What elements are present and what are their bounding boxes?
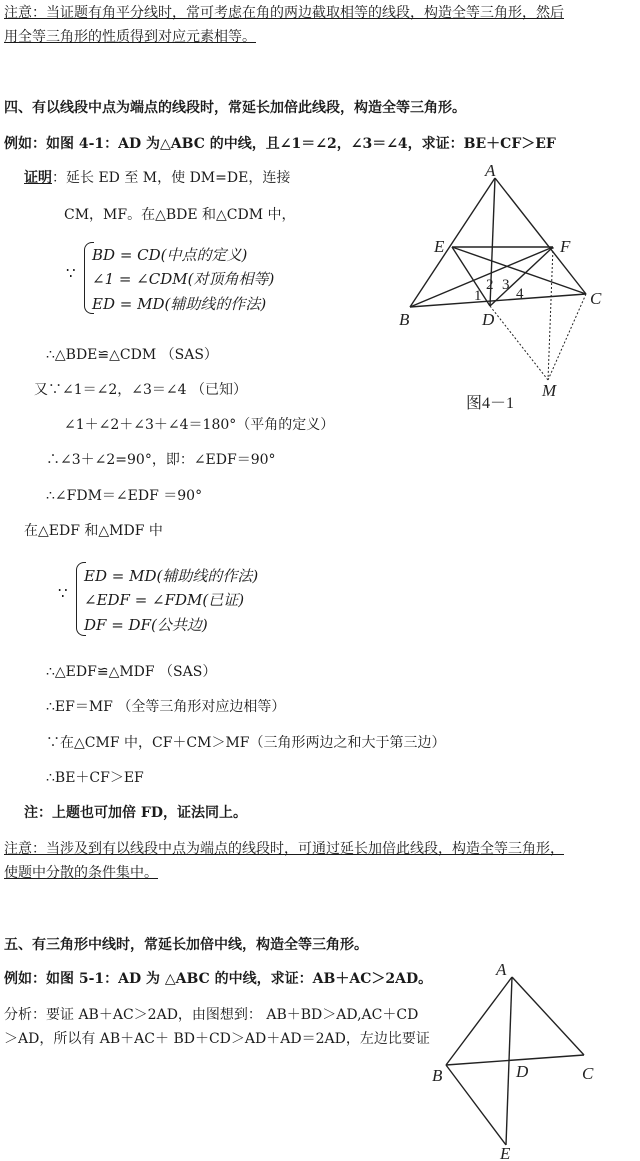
section5-analysis-line1: 分析：要证 AB＋AC＞2AD，由图想到： AB＋BD＞AD,AC＋CD [4, 1007, 419, 1023]
proof-step6: 在△EDF 和△MDF 中 [24, 523, 163, 539]
fig4-label-e: E [434, 237, 445, 256]
note-top-line1: 注意：当证题有角平分线时，常可考虑在角的两边截取相等的线段，构造全等三角形，然后 [4, 5, 564, 21]
figure-4-1 [390, 160, 620, 420]
section4-heading: 四、有以线段中点为端点的线段时，常延长加倍此线段，构造全等三角形。 [4, 100, 466, 116]
proof-step3: ∠1＋∠2＋∠3＋∠4＝180°（平角的定义） [64, 417, 335, 433]
fig4-angle-4: 4 [516, 286, 524, 302]
note-top-line2: 用全等三角形的性质得到对应元素相等。 [4, 29, 256, 45]
fig4-label-m: M [542, 381, 557, 400]
section5-analysis-line2: ＞AD，所以有 AB＋AC＋ BD＋CD＞AD＋AD＝2AD，左边比要证 [4, 1031, 430, 1047]
fig4-label-f: F [560, 237, 571, 256]
proof-step5: ∴∠FDM＝∠EDF ＝90° [46, 488, 203, 504]
fig4-caption: 图4－1 [466, 395, 515, 412]
brace2-line2: ∠EDF = ∠FDM(已证) [84, 591, 245, 609]
fig4-label-b: B [399, 310, 410, 329]
proof-step9: ∵在△CMF 中，CF＋CM＞MF（三角形两边之和大于第三边） [46, 735, 446, 751]
note-mid-line1: 注意：当涉及到有以线段中点为端点的线段时，可通过延长加倍此线段，构造全等三角形， [4, 841, 564, 857]
brace1-line1: BD = CD(中点的定义) [92, 246, 248, 264]
fig5-label-e: E [500, 1144, 511, 1161]
fig5-label-d: D [516, 1062, 529, 1081]
fig5-label-a: A [496, 960, 507, 979]
because-symbol-2: ∵ [58, 584, 68, 602]
proof-step7: ∴△EDF≌△MDF （SAS） [46, 664, 217, 680]
fig4-label-a: A [485, 161, 496, 180]
section5-heading: 五、有三角形中线时，常延长加倍中线，构造全等三角形。 [4, 937, 368, 953]
proof-line1-text: ：延长 ED 至 M，使 DM=DE，连接 [52, 170, 291, 186]
proof-step1: ∴△BDE≌△CDM （SAS） [46, 347, 218, 363]
section5-example: 例如：如图 5-1：AD 为 △ABC 的中线，求证：AB＋AC＞2AD。 [4, 971, 433, 987]
brace2-line3: DF = DF(公共边) [84, 616, 208, 634]
fig4-angle-2: 2 [486, 277, 494, 293]
note-mid-line2: 使题中分散的条件集中。 [4, 865, 158, 881]
fig4-angle-3: 3 [502, 277, 510, 293]
section4-example: 例如：如图 4-1：AD 为△ABC 的中线，且∠1＝∠2，∠3＝∠4，求证：BE＋CF＞EF [4, 136, 556, 152]
figure-5-1 [420, 955, 620, 1161]
proof-step10: ∴BE＋CF＞EF [46, 770, 144, 786]
fig4-label-d: D [482, 310, 495, 329]
fig5-label-c: C [582, 1064, 594, 1083]
proof-step2: 又∵∠1＝∠2，∠3＝∠4 （已知） [34, 382, 248, 398]
note-double-fd: 注：上题也可加倍 FD，证法同上。 [24, 805, 247, 821]
proof-line2: CM，MF。在△BDE 和△CDM 中， [64, 207, 296, 223]
proof-step8: ∴EF＝MF （全等三角形对应边相等） [46, 699, 286, 715]
brace2-line1: ED = MD(辅助线的作法) [84, 567, 259, 585]
proof-step4: ∴∠3＋∠2=90°，即：∠EDF＝90° [46, 452, 276, 468]
fig5-label-b: B [432, 1066, 443, 1085]
brace1-line3: ED = MD(辅助线的作法) [92, 295, 267, 313]
because-symbol-1: ∵ [66, 264, 76, 282]
fig4-label-c: C [590, 289, 602, 308]
brace1-line2: ∠1 = ∠CDM(对顶角相等) [92, 270, 275, 288]
proof-label: 证明 [24, 170, 52, 186]
fig4-angle-1: 1 [474, 288, 482, 304]
proof-line1 [24, 167, 290, 187]
